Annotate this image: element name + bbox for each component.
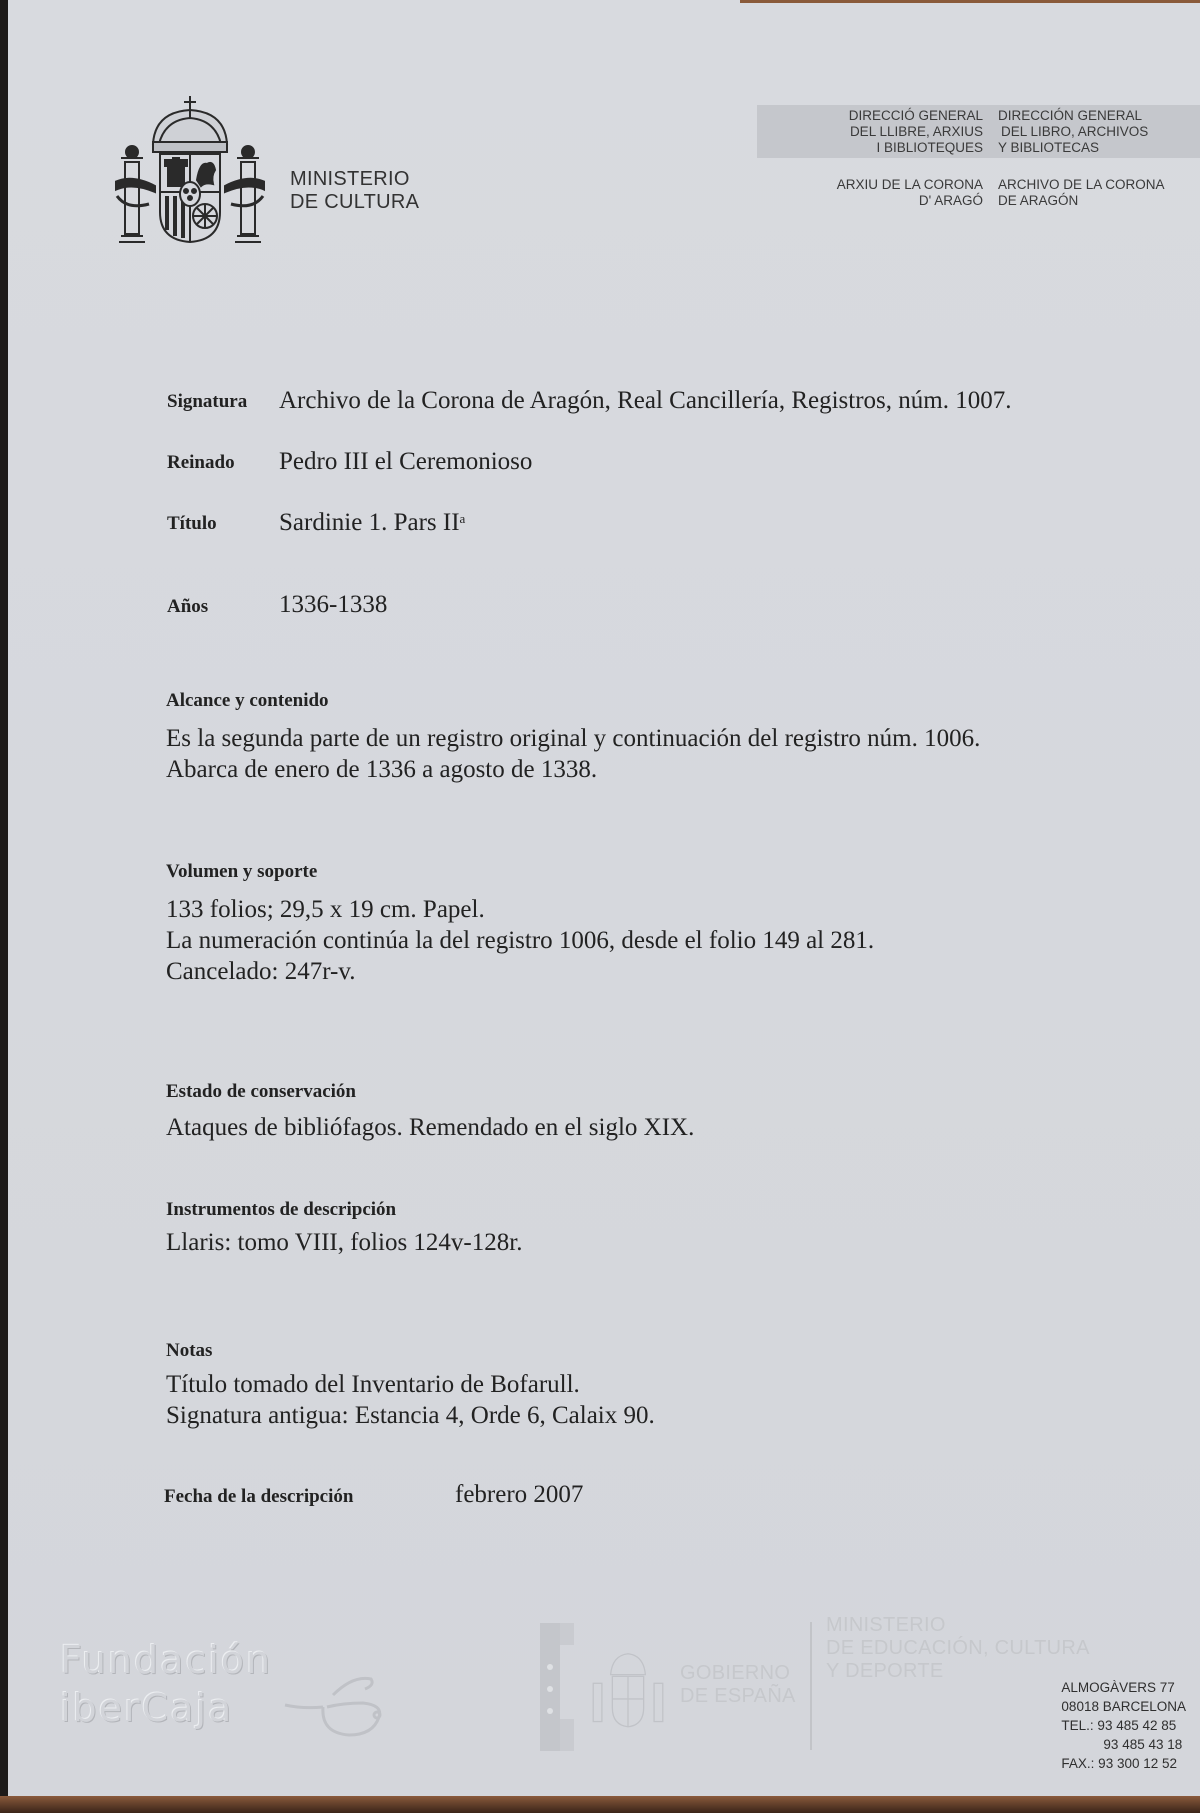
estado-text	[166, 1112, 694, 1143]
notas-line: Título tomado del Inventario de Bofarull.	[166, 1371, 580, 1398]
alcance-label: Alcance y contenido	[166, 690, 329, 711]
coat-of-arms-icon	[115, 92, 265, 250]
estado-label: Estado de conservación	[166, 1081, 356, 1102]
gobierno-de-espana	[680, 1662, 796, 1708]
signatura-value: Archivo de la Corona de Aragón, Real Cancillería, Registros, núm. 1007.	[279, 387, 1012, 414]
alcance-text	[166, 723, 980, 785]
address-tel-2: 93 485 43 18	[1103, 1737, 1183, 1752]
page-edge-left	[0, 0, 8, 1813]
volumen-line: Cancelado: 247r-v.	[166, 958, 356, 985]
titulo-text: Sardinie 1. Pars II	[279, 509, 460, 536]
watermark-line: Fundación	[60, 1638, 273, 1682]
ministry-name	[290, 168, 419, 214]
watermark-line: iberCaja	[60, 1686, 234, 1730]
header-line: I BIBLIOTEQUES	[876, 140, 983, 155]
notas-text	[166, 1369, 655, 1431]
reinado-value: Pedro III el Ceremonioso	[279, 448, 533, 475]
archivo-spanish	[998, 177, 1165, 209]
gobierno-crest-icon	[588, 1642, 668, 1742]
page-edge-top	[740, 0, 1200, 3]
notas-label: Notas	[166, 1340, 213, 1361]
reinado-label: Reinado	[167, 452, 235, 473]
header-line: DE ARAGÓN	[998, 193, 1079, 208]
ministerio-educacion	[826, 1614, 1090, 1683]
header-line: DEL LIBRO, ARCHIVOS	[1001, 124, 1149, 139]
anos-label: Años	[167, 596, 209, 617]
fecha-label: Fecha de la descripción	[164, 1486, 354, 1507]
address-fax: FAX.: 93 300 12 52	[1061, 1756, 1178, 1771]
header-line: ARCHIVO DE LA CORONA	[998, 177, 1165, 192]
header-line: ARXIU DE LA CORONA	[836, 177, 983, 192]
direccion-general-spanish	[998, 108, 1148, 156]
spain-flag-band-icon	[540, 1623, 574, 1751]
address-city: 08018 BARCELONA	[1061, 1699, 1186, 1714]
instrumentos-label: Instrumentos de descripción	[166, 1199, 397, 1220]
header-line: DEL LLIBRE, ARXIUS	[849, 124, 983, 139]
fundacion-ibercaja-watermark	[60, 1636, 272, 1732]
volumen-line: 133 folios; 29,5 x 19 cm. Papel.	[166, 896, 485, 923]
titulo-label: Título	[167, 513, 217, 534]
footer-divider	[810, 1622, 812, 1750]
ministerio-line: DE EDUCACIÓN, CULTURA	[826, 1637, 1090, 1659]
ministerio-line: Y DEPORTE	[826, 1660, 944, 1682]
header-line: D' ARAGÓ	[918, 193, 983, 208]
direccion-general-catalan	[790, 108, 983, 156]
titulo-superscript: a	[459, 511, 466, 526]
volumen-line: La numeración continúa la del registro 1006, desde el folio 149 al 281.	[166, 927, 875, 954]
instrumentos-line: Llaris: tomo VIII, folios 124v-128r.	[166, 1229, 523, 1256]
ibercaja-logo-icon	[283, 1665, 393, 1740]
volumen-text	[166, 894, 874, 987]
signatura-label: Signatura	[167, 391, 248, 412]
address-block	[1061, 1678, 1186, 1773]
gobierno-line: DE ESPAÑA	[680, 1685, 796, 1707]
titulo-value	[279, 509, 465, 537]
address-street: ALMOGÀVERS 77	[1061, 1680, 1175, 1695]
instrumentos-text	[166, 1227, 522, 1258]
header-line: DIRECCIÓ GENERAL	[848, 108, 983, 123]
archivo-catalan	[790, 177, 983, 209]
address-tel: TEL.: 93 485 42 85	[1061, 1718, 1177, 1733]
header-line: DIRECCIÓN GENERAL	[998, 108, 1143, 123]
alcance-line: Abarca de enero de 1336 a agosto de 1338.	[166, 756, 598, 783]
estado-line: Ataques de bibliófagos. Remendado en el siglo XIX.	[166, 1114, 695, 1141]
volumen-label: Volumen y soporte	[166, 861, 318, 882]
page-edge-bottom	[0, 1796, 1200, 1813]
header-line: Y BIBLIOTECAS	[998, 140, 1100, 155]
anos-value: 1336-1338	[279, 591, 388, 618]
ministerio-line: MINISTERIO	[826, 1614, 946, 1636]
ministry-line: DE CULTURA	[290, 191, 420, 213]
alcance-line: Es la segunda parte de un registro original y continuación del registro núm. 1006.	[166, 725, 981, 752]
ministry-line: MINISTERIO	[290, 168, 410, 190]
fecha-value: febrero 2007	[455, 1481, 584, 1508]
notas-line: Signatura antigua: Estancia 4, Orde 6, Calaix 90.	[166, 1402, 655, 1429]
gobierno-line: GOBIERNO	[680, 1662, 791, 1684]
